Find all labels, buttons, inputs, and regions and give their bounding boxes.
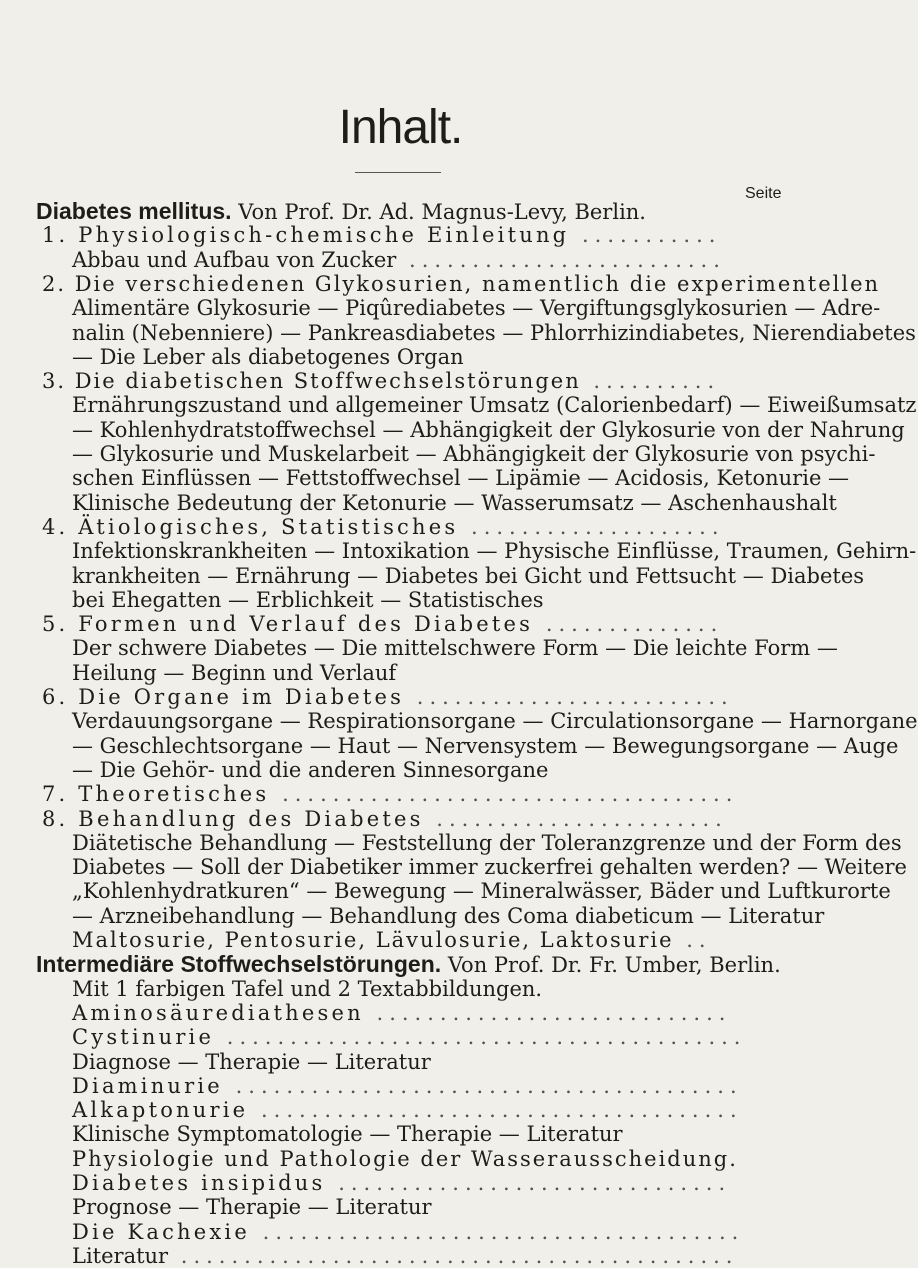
toc-entry-description: bei Ehegatten — Erblichkeit — Statistisches: [72, 587, 544, 612]
toc-entry: [72, 928, 712, 952]
leader-dots: ....................................: [269, 782, 739, 807]
toc-entry-description: nalin (Nebenniere) — Pankreasdiabetes — Phlorrhizindiabetes, Nierendiabetes: [72, 320, 916, 345]
toc-entry-title: 7. Theoretisches: [42, 782, 270, 807]
leader-dots: ............................: [363, 1000, 732, 1025]
toc-entry: [72, 1220, 744, 1244]
toc-entry: [42, 223, 721, 247]
toc-entry-description: Heilung — Beginn und Verlauf: [72, 660, 397, 685]
leader-dots: ..: [673, 928, 712, 952]
toc-entry-description: — Die Gehör- und die anderen Sinnesorgane: [72, 757, 549, 782]
section-heading-title: Diabetes mellitus.: [36, 198, 232, 224]
title-rule: [355, 172, 441, 173]
leader-dots: ......................................: [248, 1098, 743, 1123]
toc-entry-title: Die Kachexie: [72, 1219, 250, 1244]
toc-entry-description: Infektionskrankheiten — Intoxikation — Physische Einflüsse, Traumen, Gehirn-: [72, 539, 917, 564]
toc-entry-title: 5. Formen und Verlauf des Diabetes: [42, 612, 534, 637]
toc-entry-description: krankheiten — Ernährung — Diabetes bei Gicht und Fettsucht — Diabetes: [72, 563, 865, 588]
leader-dots: ..............: [533, 612, 724, 637]
toc-entry-title: Cystinurie: [72, 1025, 215, 1050]
leader-dots: .........................: [404, 685, 734, 709]
toc-entry: [72, 248, 726, 272]
toc-entry-description: Klinische Bedeutung der Ketonurie — Wasserumsatz — Aschenhaushalt: [72, 490, 837, 515]
toc-entry-description: — Geschlechtsorgane — Haut — Nervensystem — Bewegungsorgane — Auge: [72, 733, 899, 758]
toc-entry-title: Maltosurie, Pentosurie, Lävulosurie, Laktosurie: [72, 928, 674, 952]
leader-dots: ........................................: [222, 1073, 743, 1098]
toc-entry-title: Abbau und Aufbau von Zucker: [72, 247, 397, 272]
leader-dots: .......................: [423, 806, 728, 831]
leader-dots: ...........: [569, 223, 722, 248]
leader-dots: .........................................: [214, 1025, 747, 1050]
toc-entry: [72, 1171, 731, 1195]
toc-entry-description: Diabetes — Soll der Diabetiker immer zuckerfrei gehalten werden? — Weitere: [72, 855, 907, 880]
leader-dots: ...............................: [325, 1171, 732, 1195]
toc-entry-title: Aminosäurediathesen: [72, 1000, 364, 1025]
section-heading-title: Intermediäre Stoffwechselstörungen.: [36, 951, 442, 978]
section-heading-author: Von Prof. Dr. Fr. Umber, Berlin.: [441, 953, 781, 978]
page-title: Inhalt.: [338, 101, 463, 154]
toc-entry-title: Physiologie und Pathologie der Wasserausscheidung.: [72, 1146, 738, 1171]
leader-dots: .........................: [396, 247, 726, 272]
toc-entry-description: Ernährungszustand und allgemeiner Umsatz (Calorienbedarf) — Eiweißumsatz: [72, 393, 917, 418]
toc-entry: [42, 782, 738, 806]
leader-dots: ..........: [580, 369, 721, 394]
toc-entry-description: Diagnose — Therapie — Literatur: [72, 1049, 431, 1074]
toc-entry-title: 2. Die verschiedenen Glykosurien, namentlich die experimentellen: [42, 271, 881, 296]
leader-dots: ....................: [458, 514, 725, 539]
toc-entry-description: Alimentäre Glykosurie — Piqûrediabetes — Vergiftungsglykosurien — Adre-: [72, 296, 881, 321]
toc-entry: [72, 1001, 731, 1025]
toc-entry-description: Verdauungsorgane — Respirationsorgane — Circulationsorgane — Harnorgane: [72, 709, 918, 734]
section-heading-author: Von Prof. Dr. Ad. Magnus-Levy, Berlin.: [231, 200, 646, 224]
toc-entry: [42, 515, 725, 539]
toc-entry-description: schen Einflüssen — Fettstoffwechsel — Lipämie — Acidosis, Ketonurie —: [72, 466, 850, 491]
toc-entry-description: Prognose — Therapie — Literatur: [72, 1195, 432, 1220]
toc-entry: [42, 612, 723, 636]
toc-entry-description: — Kohlenhydratstoffwechsel — Abhängigkeit der Glykosurie von der Nahrung: [72, 417, 905, 442]
toc-entry-description: — Die Leber als diabetogenes Organ: [72, 344, 464, 369]
toc-entry: [72, 1244, 738, 1268]
toc-entry-title: Alkaptonurie: [72, 1098, 249, 1123]
toc-entry: [42, 369, 720, 393]
toc-entry: [72, 1147, 738, 1171]
toc-entry: [42, 272, 880, 296]
toc-entry-title: 6. Die Organe im Diabetes: [42, 685, 405, 709]
toc-entry-title: Diaminurie: [72, 1073, 223, 1098]
toc-entry: [42, 685, 734, 709]
toc-entry: [72, 1074, 743, 1098]
section-heading: [36, 952, 781, 977]
leader-dots: ............................................: [168, 1243, 739, 1268]
page-column-label: Seite: [745, 185, 782, 202]
section-subheading: Mit 1 farbigen Tafel und 2 Textabbildungen.: [72, 976, 543, 1001]
toc-entry-title: 1. Physiologisch-chemische Einleitung: [42, 223, 570, 248]
section-heading: [36, 199, 646, 224]
toc-entry: [72, 1025, 746, 1049]
toc-entry-title: 3. Die diabetischen Stoffwechselstörungen: [42, 369, 581, 394]
toc-entry-title: 4. Ätiologisches, Statistisches: [42, 514, 459, 539]
toc-entry-description: — Glykosurie und Muskelarbeit — Abhängigkeit der Glykosurie von psychi-: [72, 442, 876, 466]
toc-entry-title: Diabetes insipidus: [72, 1171, 326, 1195]
toc-entry-description: — Arzneibehandlung — Behandlung des Coma diabeticum — Literatur: [72, 903, 825, 928]
toc-entry-description: Der schwere Diabetes — Die mittelschwere Form — Die leichte Form —: [72, 636, 838, 661]
toc-entry-description: „Kohlenhydratkuren“ — Bewegung — Mineralwässer, Bäder und Luftkurorte: [72, 879, 891, 904]
toc-entry: [42, 807, 728, 831]
toc-entry-description: Diätetische Behandlung — Feststellung der Toleranzgrenze und der Form des: [72, 830, 902, 855]
toc-entry-description: Klinische Symptomatologie — Therapie — Literatur: [72, 1122, 623, 1147]
toc-entry-title: Literatur: [72, 1243, 169, 1268]
leader-dots: ......................................: [249, 1219, 745, 1244]
toc-entry-title: 8. Behandlung des Diabetes: [42, 806, 424, 831]
toc-entry: [72, 1098, 743, 1122]
